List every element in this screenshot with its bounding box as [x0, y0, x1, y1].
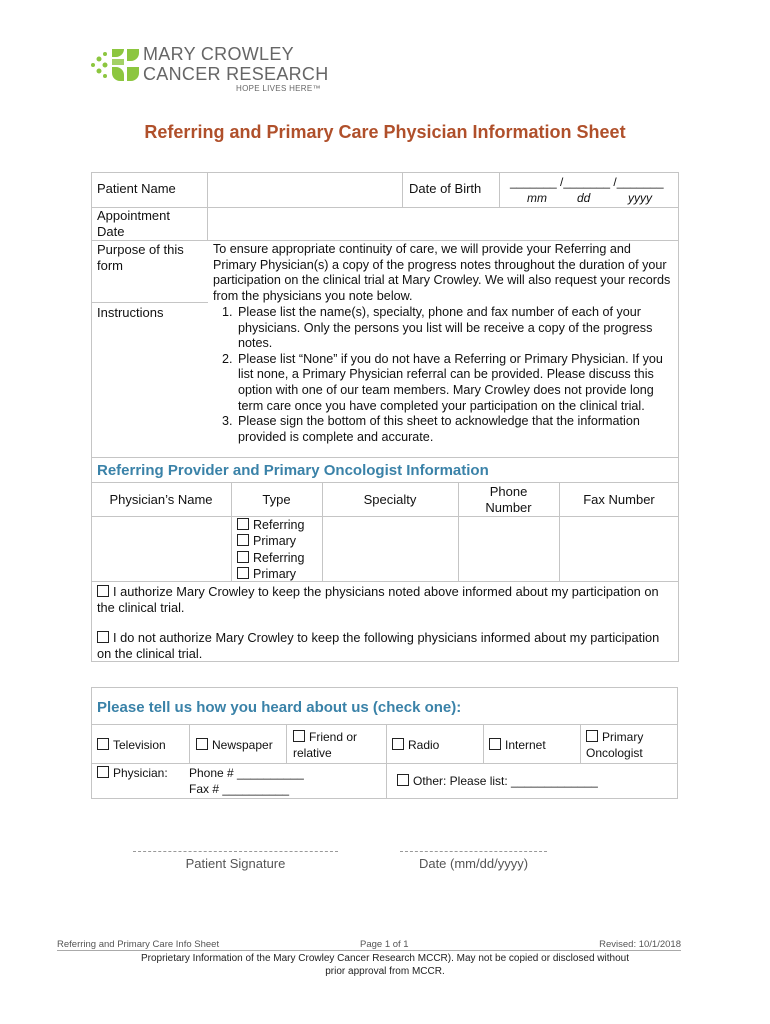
col-specialty: Specialty [363, 492, 417, 507]
checkbox-icon [97, 766, 109, 778]
logo-text-line1: MARY CROWLEY [143, 44, 294, 64]
checkbox-icon [237, 534, 249, 546]
col-fax: Fax Number [583, 492, 655, 507]
dob-label: Date of Birth [409, 181, 482, 196]
option-physician[interactable]: Physician: [97, 765, 168, 781]
checkbox-icon [392, 738, 404, 750]
option-primary-oncologist[interactable]: Primary Oncologist [586, 730, 644, 760]
physician-fax-field[interactable]: Fax # __________ [189, 782, 290, 796]
dob-mm: mm [527, 191, 547, 205]
option-radio[interactable]: Radio [392, 737, 439, 753]
date-signature-label: Date (mm/dd/yyyy) [418, 856, 529, 871]
option-television[interactable]: Television [97, 737, 166, 753]
type-option-primary[interactable]: Primary [237, 566, 304, 582]
footer-proprietary-line2: prior approval from MCCR. [325, 966, 445, 977]
type-options [237, 517, 304, 582]
dob-field[interactable]: _______ /_______ /_______ [510, 175, 664, 189]
dob-yyyy: yyyy [628, 191, 652, 205]
not-authorize-checkbox-row[interactable]: I do not authorize Mary Crowley to keep the following physicians informed about my participation on the clinical trial. [97, 630, 660, 661]
provider-heading: Referring Provider and Primary Oncologist Information [97, 462, 489, 479]
footer-revised: Revised: 10/1/2018 [599, 939, 681, 950]
heard-heading: Please tell us how you heard about us (check one): [97, 699, 462, 716]
col-phone: Phone Number [485, 484, 532, 515]
page-title: Referring and Primary Care Physician Information Sheet [144, 122, 626, 142]
checkbox-icon [237, 567, 249, 579]
footer-page: Page 1 of 1 [360, 939, 409, 950]
patient-signature-label: Patient Signature [185, 856, 286, 871]
checkbox-icon [586, 730, 598, 742]
logo-icon [90, 45, 142, 85]
checkbox-icon [237, 551, 249, 563]
instruction-item: 3. Please sign the bottom of this sheet to acknowledge that the information provided is complete and accurate. [236, 414, 673, 445]
patient-signature-line[interactable] [133, 851, 338, 852]
patient-name-label: Patient Name [97, 181, 176, 196]
instructions-list [213, 305, 673, 445]
col-type: Type [262, 492, 291, 507]
authorize-checkbox-row[interactable]: I authorize Mary Crowley to keep the physicians noted above informed about my participation on the clinical trial. [97, 584, 659, 615]
option-newspaper[interactable]: Newspaper [196, 737, 273, 753]
appointment-date-field[interactable] [209, 209, 677, 239]
type-option-primary[interactable]: Primary [237, 533, 304, 549]
patient-name-field[interactable] [209, 174, 400, 205]
instructions-label: Instructions [97, 305, 164, 320]
type-option-referring[interactable]: Referring [237, 550, 304, 566]
option-other[interactable]: Other: Please list: _____________ [397, 773, 598, 789]
purpose-text: To ensure appropriate continuity of care, we will provide your Referring and Primary Physician(s) a copy of the progress notes throughout the duration of your participation on the clinical trial at Mary Crowley. We will also request your records from the physicians you note below. [213, 242, 671, 303]
physician-phone-field[interactable]: Phone # __________ [189, 766, 304, 780]
logo-tagline: HOPE LIVES HERE™ [236, 84, 321, 93]
purpose-label: Purpose of this form [97, 242, 184, 273]
appointment-label: Appointment Date [97, 208, 170, 239]
option-friend-or-relative[interactable]: Friend or relative [293, 730, 358, 760]
checkbox-icon[interactable] [97, 631, 109, 643]
type-option-referring[interactable]: Referring [237, 517, 304, 533]
checkbox-icon[interactable] [97, 585, 109, 597]
checkbox-icon [237, 518, 249, 530]
footer-left: Referring and Primary Care Info Sheet [57, 939, 220, 950]
dob-dd: dd [577, 191, 591, 205]
checkbox-icon [489, 738, 501, 750]
logo-text-line2: CANCER RESEARCH [143, 64, 329, 84]
footer-proprietary-line1: Proprietary Information of the Mary Crowley Cancer Research MCCR). May not be copied or disclosed without [141, 953, 629, 964]
option-internet[interactable]: Internet [489, 737, 546, 753]
col-physician-name: Physician’s Name [109, 492, 213, 507]
checkbox-icon [397, 774, 409, 786]
instruction-item: 2. Please list “None” if you do not have a Referring or Primary Physician. If you list none, a Primary Physician referral can be provided. Please discuss this option with one of our team members. Mary Crowley does not provide long term care once you have completed your participation on the clinical trial. [236, 352, 673, 414]
checkbox-icon [293, 730, 305, 742]
date-signature-line[interactable] [400, 851, 547, 852]
instruction-item: 1. Please list the name(s), specialty, phone and fax number of each of your physicians. Only the persons you list will be receive a copy of the progress notes. [236, 305, 673, 352]
footer-divider [57, 950, 681, 951]
checkbox-icon [196, 738, 208, 750]
checkbox-icon [97, 738, 109, 750]
